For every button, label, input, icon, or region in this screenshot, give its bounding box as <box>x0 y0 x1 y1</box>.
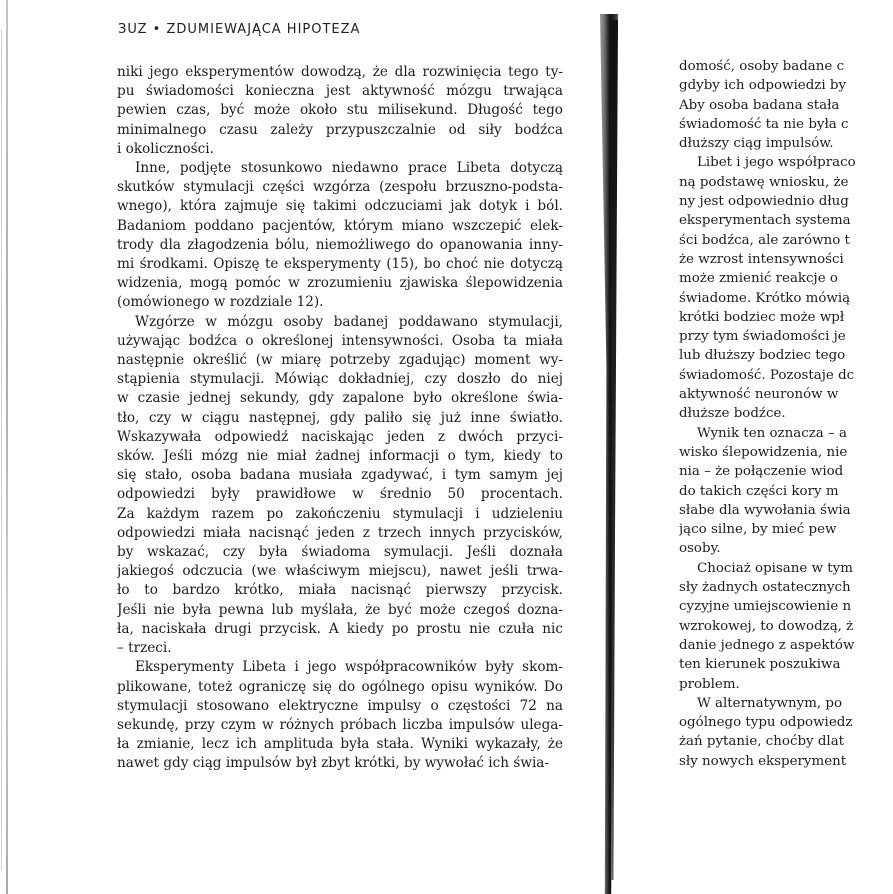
text-line: Inne, podjęte stosunkowo niedawno prace Libeta dotyczą <box>135 160 563 177</box>
text-line: i okoliczności. <box>117 140 214 157</box>
text-line: jakiegoś odczucia (we właściwym miejscu), nawet jeśli trwa- <box>117 563 563 580</box>
text-line: sków. Jeśli mózg nie miał żadnej informacji o tym, kiedy to <box>117 448 563 465</box>
text-line: problem. <box>679 676 740 692</box>
text-line: sły nowych eksperyment <box>679 753 847 769</box>
text-line: eksperymentach systema <box>679 213 851 229</box>
text-line: może zmienić reakcje o <box>679 271 838 287</box>
text-line: stąpienia stymulacji. Mówiąc dokładniej, czy doszło do niej <box>117 371 563 388</box>
text-line: Za każdym razem po zakończeniu stymulacji i udzieleniu <box>117 505 563 522</box>
text-line: lub dłuższy bodziec tego <box>679 348 846 364</box>
text-line: wzrokowej, to dowodzą, ż <box>679 618 854 634</box>
text-line: pewien czas, być może około stu milisekund. Długość tego <box>117 102 563 119</box>
text-line: odpowiedzi były prawidłowe w średnio 50 procentach. <box>117 486 563 503</box>
text-line: świadomość. Pozostaje dc <box>679 367 855 383</box>
text-line: mi środkami. Opiszę te eksperymenty (15), bo choć nie dotyczą <box>117 256 563 273</box>
text-line: wisko ślepowidzenia, nie <box>679 444 848 460</box>
running-header: ЗUZ • ZDUMIEWAJĄCA HIPOTEZA <box>118 22 361 37</box>
text-line: stymulacji stosowano elektryczne impulsy o częstości 72 na <box>117 697 563 714</box>
text-line: że wzrost intensywności <box>679 251 844 267</box>
text-line: gdyby ich odpowiedzi by <box>679 78 847 94</box>
text-line: Jeśli nie była pewna lub myślała, że być może czegoś dozna- <box>117 601 563 618</box>
text-line: świadome. Krótko mówią <box>679 290 851 306</box>
text-line: ści bodźca, ale zarówno t <box>679 232 850 248</box>
text-line: dłuższy ciąg impulsów. <box>679 136 834 152</box>
text-line: skutków stymulacji części wzgórza (zespołu brzuszno-podsta- <box>117 179 563 196</box>
text-line: ło to bardzo krótko, miała nacisnąć pierwszy przycisk. <box>117 582 563 599</box>
text-line: sły żadnych ostatecznych <box>679 580 851 596</box>
text-line: słabe dla wywołania świa <box>679 502 851 518</box>
text-line: domość, osoby badane c <box>679 59 845 74</box>
text-line: używając bodźca o określonej intensywności. Osoba ta miała <box>117 332 563 349</box>
text-line: ną podstawę wniosku, że <box>679 174 849 190</box>
text-line: Aby osoba badana stała <box>679 97 840 113</box>
text-line: następnie określić (w miarę potrzeby zgadując) moment wy- <box>117 352 563 369</box>
text-line: Chociaż opisane w tym <box>697 560 853 576</box>
book-gutter-shadow <box>588 14 628 894</box>
text-line: ła, naciskała drugi przycisk. A kiedy po prostu nie czuła nic <box>117 620 563 637</box>
text-line: żań pytanie, choćby dlat <box>679 734 845 750</box>
text-line: (omówionego w rozdziale 12). <box>117 294 324 311</box>
text-line: ten kierunek poszukiwa <box>679 657 841 673</box>
text-line: ny jest odpowiednio dług <box>679 194 849 210</box>
text-line: Libet i jego współpraco <box>697 155 856 171</box>
text-line: Eksperymenty Libeta i jego współpracowników były skom- <box>135 659 563 676</box>
text-line: do takich części kory m <box>679 483 839 499</box>
text-line: Wzgórze w mózgu osoby badanej poddawano stymulacji, <box>135 313 563 330</box>
text-line: aktywność neuronów w <box>679 387 839 403</box>
text-line: krótki bodziec może wpł <box>679 309 845 325</box>
text-line: ła zmianie, lecz ich amplituda była stała. Wyniki wykazały, że <box>117 736 563 753</box>
text-line: Wynik ten oznacza – a <box>697 425 847 441</box>
text-line: się stało, osoba badana musiała zgadywać, i tym samym jej <box>117 467 563 484</box>
text-line: sekundę, przy czym w różnych próbach liczba impulsów ulega- <box>117 716 563 733</box>
text-line: danie jednego z aspektów <box>679 637 855 653</box>
text-line: Wskazywała odpowiedź naciskając jeden z dwóch przyci- <box>117 428 563 445</box>
right-page-text-column <box>679 57 893 771</box>
text-line: cyzyjne umiejscowienie n <box>679 599 852 615</box>
text-line: by wskazać, czy była świadoma symulacji. Jeśli doznała <box>117 544 563 561</box>
text-line: Badaniom poddano pacjentów, którym miano wszczepić elek- <box>117 217 563 234</box>
text-line: ogólnego typu odpowiedz <box>679 715 853 731</box>
text-line: nia – że połączenie wiod <box>679 464 844 480</box>
text-line: – trzeci. <box>117 640 172 657</box>
text-line: W alternatywnym, po <box>697 695 843 711</box>
text-line: odpowiedzi miała nacisnąć jeden z trzech innych przycisków, <box>117 524 563 541</box>
text-line: trody dla złagodzenia bólu, niemożliwego do opanowania inny- <box>117 236 563 253</box>
text-line: tło, czy w ciągu następnej, gdy paliło się już inne światło. <box>117 409 563 426</box>
text-line: przy tym świadomości je <box>679 329 846 345</box>
text-line: widzenia, mogą pomóc w zrozumieniu zjawiska ślepowidzenia <box>117 275 563 292</box>
text-line: dłuższe bodźce. <box>679 406 786 422</box>
text-line: świadomość ta nie była c <box>679 116 849 132</box>
text-line: plikowane, toteż ograniczę się do ogólnego opisu wyników. Do <box>117 678 563 695</box>
text-line: minimalnego czasu zależy przypuszczalnie od siły bodźca <box>117 121 563 138</box>
left-page-text-column <box>117 63 563 774</box>
text-line: pu świadomości konieczna jest aktywność mózgu trwająca <box>117 83 563 100</box>
text-line: osoby. <box>679 541 721 557</box>
text-line: niki jego eksperymentów dowodzą, że dla rozwinięcia tego ty- <box>117 64 563 80</box>
page-margin-line <box>6 0 8 894</box>
text-line: jąco silne, by mieć pew <box>679 522 837 538</box>
scan-edge-line <box>1 30 2 870</box>
text-line: wnego), która zajmuje się takimi odczuciami jak dotyk i ból. <box>117 198 563 215</box>
text-line: w czasie jednej sekundy, gdy zapalone było określone świa- <box>117 390 563 407</box>
text-line: nawet gdy ciąg impulsów był zbyt krótki, by wywołać ich świa- <box>117 755 549 772</box>
